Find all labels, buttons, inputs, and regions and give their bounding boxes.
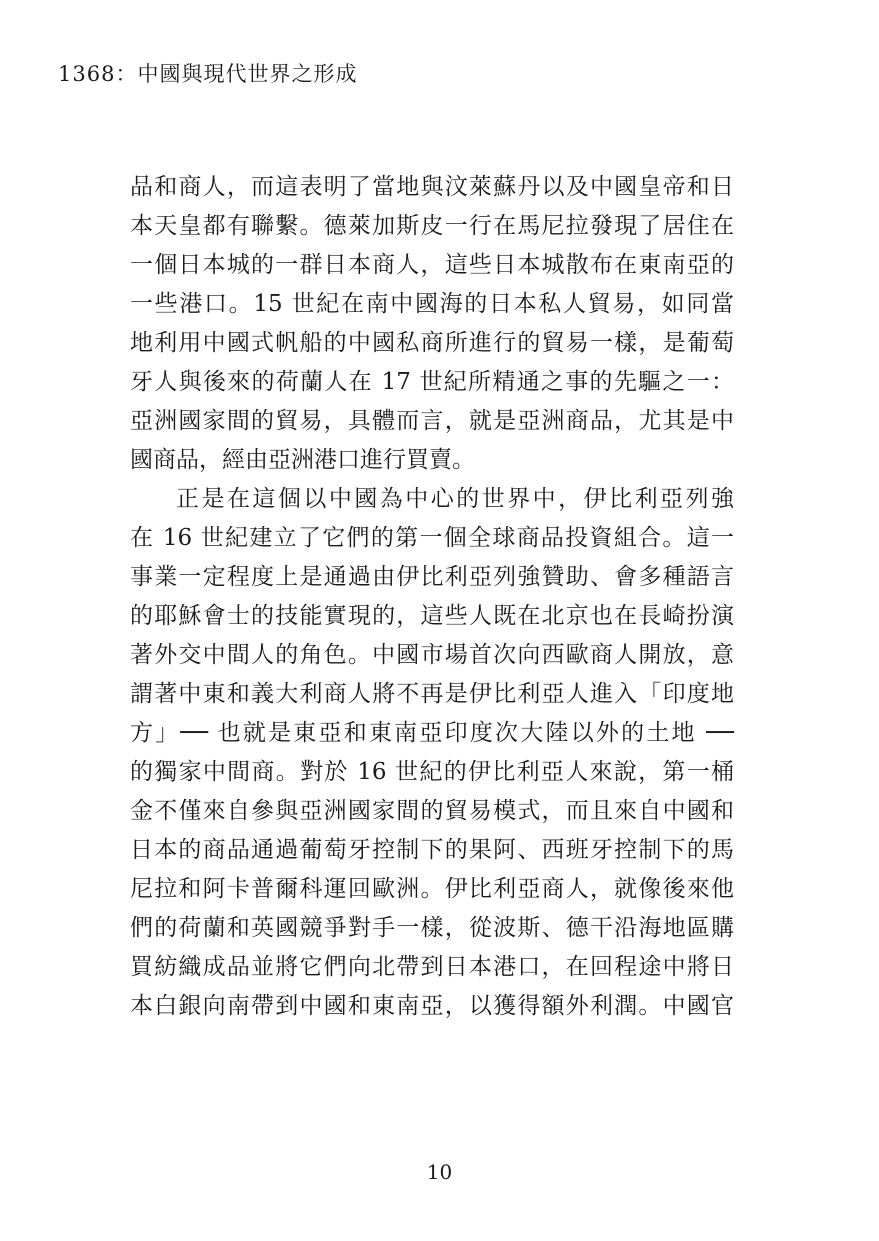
text-line: 買紡織成品並將它們向北帶到日本港口，在回程途中將日 xyxy=(130,954,734,980)
text-line: 日本的商品通過葡萄牙控制下的果阿、西班牙控制下的馬 xyxy=(130,837,734,863)
running-head-title: 1368：中國與現代世界之形成 xyxy=(58,62,358,86)
text-line: 著外交中間人的角色。中國市場首次向西歐商人開放，意 xyxy=(130,642,734,668)
body-text xyxy=(130,168,734,1026)
text-line: 尼拉和阿卡普爾科運回歐洲。伊比利亞商人，就像後來他 xyxy=(130,876,734,902)
text-line: 牙人與後來的荷蘭人在 17 世紀所精通之事的先驅之一： xyxy=(130,369,734,395)
paragraph-start-line: 正是在這個以中國為中心的世界中，伊比利亞列強 xyxy=(176,486,734,512)
text-line: 品和商人，而這表明了當地與汶萊蘇丹以及中國皇帝和日 xyxy=(130,174,734,200)
text-line: 本天皇都有聯繫。德萊加斯皮一行在馬尼拉發現了居住在 xyxy=(130,213,734,239)
text-line: 事業一定程度上是通過由伊比利亞列強贊助、會多種語言 xyxy=(130,564,734,590)
page-number: 10 xyxy=(426,1160,453,1184)
text-line: 一些港口。15 世紀在南中國海的日本私人貿易，如同當 xyxy=(130,291,734,317)
text-line: 本白銀向南帶到中國和東南亞，以獲得額外利潤。中國官 xyxy=(130,993,734,1019)
text-line: 亞洲國家間的貿易，具體而言，就是亞洲商品，尤其是中 xyxy=(130,408,734,434)
text-line: 謂著中東和義大利商人將不再是伊比利亞人進入「印度地 xyxy=(130,681,734,707)
text-line: 方」── 也就是東亞和東南亞印度次大陸以外的土地 ── xyxy=(130,720,734,746)
text-line: 們的荷蘭和英國競爭對手一樣，從波斯、德干沿海地區購 xyxy=(130,915,734,941)
text-line: 在 16 世紀建立了它們的第一個全球商品投資組合。這一 xyxy=(130,525,734,551)
text-line: 金不僅來自參與亞洲國家間的貿易模式，而且來自中國和 xyxy=(130,798,734,824)
text-line: 的獨家中間商。對於 16 世紀的伊比利亞人來說，第一桶 xyxy=(130,759,734,785)
text-line: 一個日本城的一群日本商人，這些日本城散布在東南亞的 xyxy=(130,252,734,278)
text-line: 國商品，經由亞洲港口進行買賣。 xyxy=(130,447,475,473)
text-line: 地利用中國式帆船的中國私商所進行的貿易一樣，是葡萄 xyxy=(130,330,734,356)
text-line: 的耶穌會士的技能實現的，這些人既在北京也在長崎扮演 xyxy=(130,603,734,629)
